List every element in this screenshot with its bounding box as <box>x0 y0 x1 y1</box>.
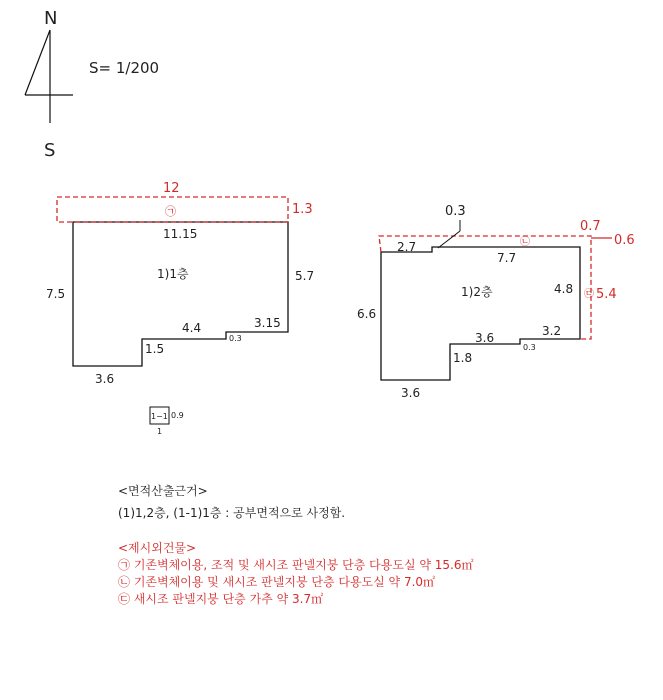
floor1-step-small-dim: 0.3 <box>229 334 242 343</box>
small-building-label: 1−1 <box>151 412 168 421</box>
area-basis-heading: <면적산출근거> <box>118 484 208 498</box>
floor2-top-main-dim: 7.7 <box>497 251 517 265</box>
north-arrow-icon <box>25 30 73 123</box>
floor1-right-dim: 5.7 <box>295 269 315 283</box>
floor1-step-right-dim: 3.15 <box>254 316 281 330</box>
floor2-step-small-dim: 0.3 <box>523 343 536 352</box>
floor1-annex-top-dim: 12 <box>163 181 180 196</box>
floor1-left-dim: 7.5 <box>46 287 66 301</box>
floor2-right-dim: 4.8 <box>554 282 574 296</box>
floor1-bottom-dim: 3.6 <box>95 372 115 386</box>
floor2-left-dim: 6.6 <box>357 307 377 321</box>
scale-label: S= 1/200 <box>89 59 160 77</box>
south-label: S <box>44 140 56 161</box>
floor2-jog-dim: 0.3 <box>445 204 466 219</box>
floor2-annex-right-marker: ㉢ <box>584 289 594 300</box>
extra-building-item-1: ㉠ 기존벽체이용, 조적 및 새시조 판넬지붕 단층 다용도실 약 15.6㎡ <box>118 558 474 572</box>
small-building-width-dim: 0.9 <box>171 411 184 420</box>
extra-building-item-2: ㉡ 기존벽체이용 및 새시조 판넬지붕 단층 다용도실 약 7.0㎡ <box>118 575 436 589</box>
floor2-annex-side-dim: 0.6 <box>614 233 635 248</box>
floor2-annex-right-dim: 5.4 <box>596 287 617 302</box>
floor1-annex-marker: ㉠ <box>165 205 176 218</box>
floor2-jog-leader <box>438 231 460 248</box>
extra-buildings-heading: <제시외건물> <box>118 541 197 555</box>
floor2-top-left-dim: 2.7 <box>397 240 417 254</box>
floor1-annex-right-dim: 1.3 <box>292 202 313 217</box>
floor1-outline <box>73 222 288 366</box>
floor2-annex-top-dim: 0.7 <box>580 219 601 234</box>
area-basis-text: (1)1,2층, (1-1)1층 : 공부면적으로 사정함. <box>118 506 346 520</box>
floor2-step-right-dim: 3.2 <box>542 324 562 338</box>
floor1-notch-dim: 1.5 <box>145 342 165 356</box>
small-building-height-dim: 1 <box>157 427 163 436</box>
floor2-step-mid-dim: 3.6 <box>475 331 495 345</box>
extra-building-item-3: ㉢ 새시조 판넬지붕 단층 가추 약 3.7㎡ <box>118 592 324 606</box>
floor2-bottom-dim: 3.6 <box>401 386 421 400</box>
floor2-notch-dim: 1.8 <box>453 351 473 365</box>
floor1-name: 1)1층 <box>157 267 189 281</box>
notes-section <box>118 483 638 608</box>
floor2-name: 1)2층 <box>461 285 493 299</box>
floor1-step-top-dim: 4.4 <box>182 321 202 335</box>
floor2-annex-top-marker: ㉡ <box>520 237 530 248</box>
north-label: N <box>44 8 58 29</box>
floor2-outline <box>381 247 580 380</box>
floor1-top-dim: 11.15 <box>163 227 198 241</box>
